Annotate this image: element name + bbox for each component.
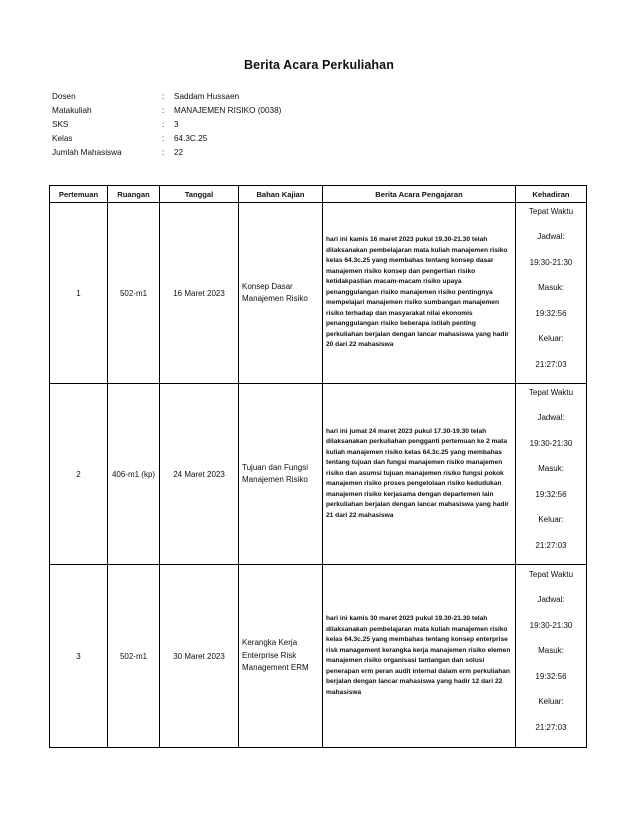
info-row-matakuliah [52, 104, 281, 118]
check-out-label: Keluar: [538, 334, 564, 344]
schedule-label: Jadwal: [537, 413, 565, 423]
info-label: Matakuliah [52, 106, 92, 115]
header-kehadiran: Kehadiran [516, 186, 587, 203]
schedule-label: Jadwal: [537, 232, 565, 242]
cell-tanggal: 16 Maret 2023 [160, 203, 239, 384]
check-out-label: Keluar: [538, 515, 564, 525]
check-out-value: 21:27:03 [535, 722, 567, 732]
header-pertemuan: Pertemuan [50, 186, 108, 203]
info-separator: : [162, 106, 165, 115]
info-label: SKS [52, 120, 69, 129]
info-value: MANAJEMEN RISIKO (0038) [174, 106, 282, 115]
table-header-row [50, 186, 587, 203]
header-tanggal: Tanggal [160, 186, 239, 203]
schedule-value: 19:30-21:30 [529, 257, 573, 267]
course-info [52, 90, 281, 160]
cell-ruangan: 502-m1 [108, 203, 160, 384]
info-label: Jumlah Mahasiswa [52, 148, 122, 157]
info-row-kelas [52, 132, 281, 146]
header-ruangan: Ruangan [108, 186, 160, 203]
header-bahan-kajian: Bahan Kajian [239, 186, 323, 203]
info-value: 3 [174, 120, 179, 129]
check-in-label: Masuk: [538, 464, 564, 474]
table-row [50, 203, 587, 384]
header-berita-acara: Berita Acara Pengajaran [323, 186, 516, 203]
table-row [50, 384, 587, 565]
info-value: 22 [174, 148, 184, 157]
cell-ruangan: 406-m1 (kp) [108, 384, 160, 565]
info-row-jumlah-mahasiswa [52, 146, 281, 160]
info-separator: : [162, 134, 165, 143]
info-separator: : [162, 120, 165, 129]
cell-bahan-kajian: Kerangka Kerja Enterprise Risk Management ERM [239, 565, 323, 748]
schedule-value: 19:30-21:30 [529, 620, 573, 630]
info-label: Dosen [52, 92, 76, 101]
attendance-status: Tepat Waktu [528, 569, 574, 579]
info-separator: : [162, 92, 165, 101]
schedule-label: Jadwal: [537, 595, 565, 605]
cell-berita-acara: hari ini kamis 30 maret 2023 pukul 19.30-21.30 telah dilaksanakan pembelajaran mata kuliah manajemen risiko kelas 64.3c.25 yang membahas tentang konsep enterprise risk management kerangka kerja manajemen risiko elemen manajemen risiko organisasi tantangan dan solusi penerapan erm peran audit internal dalam erm perkuliahan berjalan dengan lancar mahasiswa yang hadir 12 dari 22 mahasiswa [323, 565, 516, 748]
cell-ruangan: 502-m1 [108, 565, 160, 748]
cell-pertemuan: 1 [50, 203, 108, 384]
info-value: Saddam Hussaen [174, 92, 240, 101]
check-in-value: 19:32:56 [535, 671, 567, 681]
cell-bahan-kajian: Konsep Dasar Manajemen Risiko [239, 203, 323, 384]
check-in-value: 19:32:56 [535, 308, 567, 318]
lecture-log-table [49, 185, 587, 748]
check-out-value: 21:27:03 [535, 359, 567, 369]
page-title: Berita Acara Perkuliahan [244, 58, 394, 72]
info-row-dosen [52, 90, 281, 104]
check-in-label: Masuk: [538, 283, 564, 293]
cell-kehadiran [516, 565, 587, 748]
cell-bahan-kajian: Tujuan dan Fungsi Manajemen Risiko [239, 384, 323, 565]
info-row-sks [52, 118, 281, 132]
cell-pertemuan: 2 [50, 384, 108, 565]
cell-tanggal: 30 Maret 2023 [160, 565, 239, 748]
info-separator: : [162, 148, 165, 157]
cell-pertemuan: 3 [50, 565, 108, 748]
cell-tanggal: 24 Maret 2023 [160, 384, 239, 565]
check-in-label: Masuk: [538, 646, 564, 656]
attendance-status: Tepat Waktu [528, 387, 574, 397]
check-out-value: 21:27:03 [535, 540, 567, 550]
info-value: 64.3C.25 [174, 134, 208, 143]
cell-berita-acara: hari ini jumat 24 maret 2023 pukul 17.30-19.30 telah dilaksanakan perkuliahan pengganti pertemuan ke 2 mata kuliah manajemen risiko kelas 64.3c.25 yang membahas tentang tujuan dan fungsi manajemen risiko manajemen risiko dan asumsi tujuan manajemen risiko fungsi pokok manajemen risiko proses pengelolaan risiko kedudukan manajemen risiko kerjasama dengan departemen lain perkuliahan berjalan dengan lancar mahasiswa yang hadir 21 dari 22 mahasiswa [323, 384, 516, 565]
check-out-label: Keluar: [538, 697, 564, 707]
check-in-value: 19:32:56 [535, 489, 567, 499]
cell-kehadiran [516, 203, 587, 384]
attendance-status: Tepat Waktu [528, 206, 574, 216]
table-row [50, 565, 587, 748]
cell-kehadiran [516, 384, 587, 565]
cell-berita-acara: hari ini kamis 16 maret 2023 pukul 19.30-21.30 telah dilaksanakan pembelajaran mata kuliah manajemen risiko kelas 64.3c.25 yang membahas tentang konsep dasar manajemen risiko konsep dan pengertian risiko ketidakpastian macam-macam risiko upaya penanggulangan risiko manajemen risiko pentingnya mempelajari manajemen risiko sumbangan manajemen risiko terhadap dan masyarakat nilai ekonomis penanggulangan risiko beberapa istilah penting perkuliahan berjalan dengan lancar mahasiswa yang hadir 20 dari 22 mahasiswa [323, 203, 516, 384]
info-label: Kelas [52, 134, 73, 143]
schedule-value: 19:30-21:30 [529, 438, 573, 448]
